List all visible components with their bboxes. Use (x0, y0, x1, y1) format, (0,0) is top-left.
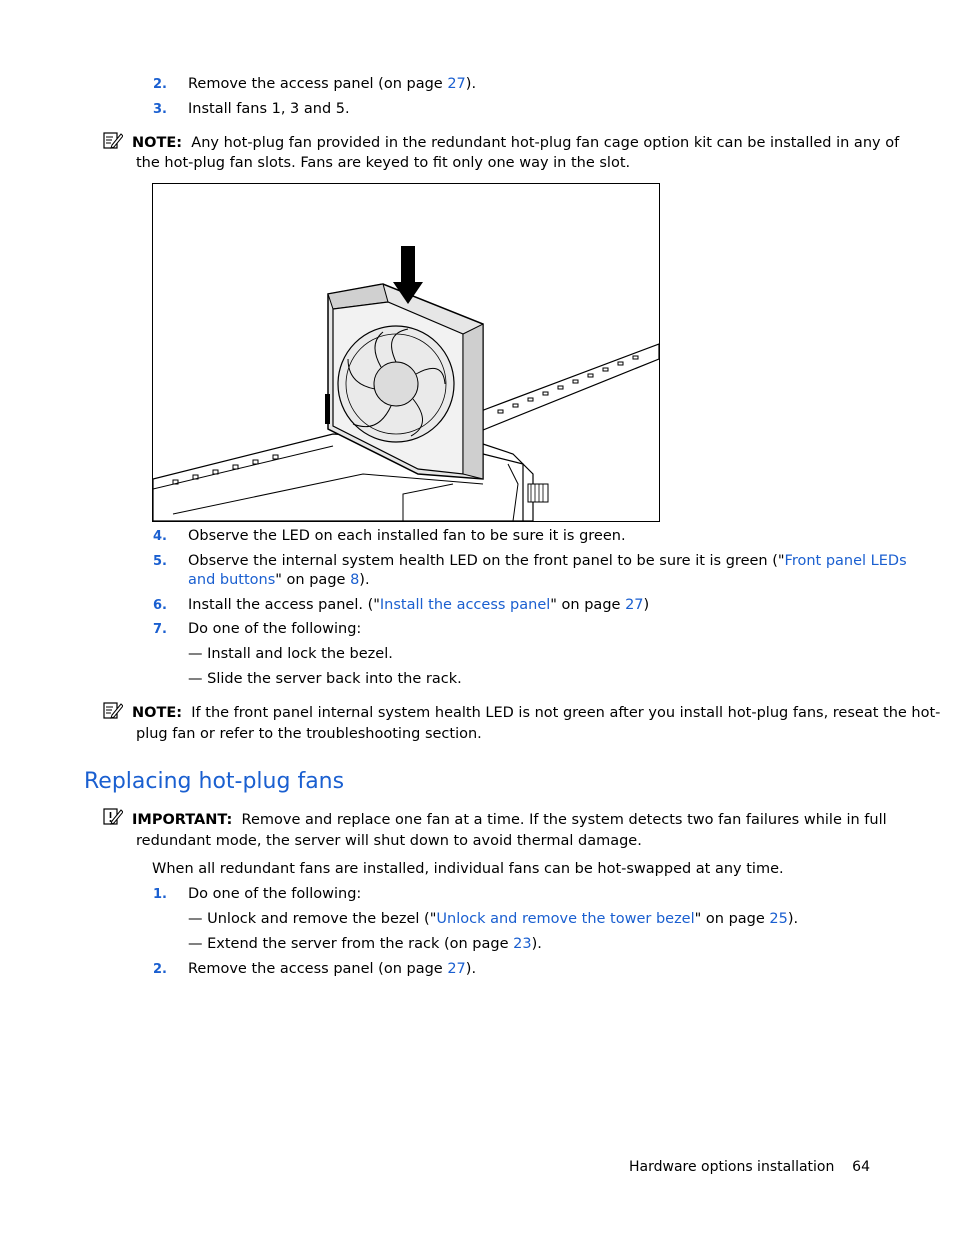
step-text: Do one of the following: (188, 886, 362, 902)
step-text-pre: Remove the access panel (on page (188, 961, 448, 977)
step-number: 2. (153, 962, 167, 977)
note-line-1 (132, 704, 940, 723)
footer-page-number: 64 (852, 1159, 870, 1175)
step-number: 5. (153, 554, 167, 569)
step-text (188, 960, 476, 979)
step-text (188, 596, 649, 615)
step-text-post: ). (465, 961, 477, 977)
step-number: 3. (153, 102, 167, 117)
page-link[interactable]: 27 (447, 961, 466, 977)
step-text (188, 75, 476, 94)
sub-step (188, 935, 542, 954)
step-text-mid: " on page (275, 572, 351, 588)
step-number: 6. (153, 598, 167, 613)
section-heading: Replacing hot-plug fans (84, 769, 345, 794)
step-text-post: ). (359, 572, 370, 588)
sub-step (188, 910, 798, 929)
step-text: Observe the LED on each installed fan to be sure it is green. (188, 528, 626, 544)
note-icon (103, 131, 123, 150)
note-line-2: the hot-plug fan slots. Fans are keyed to fit only one way in the slot. (136, 155, 631, 171)
intro-paragraph: When all redundant fans are installed, individual fans can be hot-swapped at any time. (152, 861, 784, 877)
sub-step-post: ). (531, 936, 542, 952)
important-icon (103, 807, 123, 826)
step-text-continued (188, 571, 370, 590)
sub-step-pre: — Extend the server from the rack (on page (188, 936, 514, 952)
page-link[interactable]: 27 (625, 597, 644, 613)
step-text-pre: Remove the access panel (on page (188, 76, 448, 92)
step-number: 1. (153, 887, 167, 902)
step-number: 7. (153, 622, 167, 637)
step-text-pre: Install the access panel. (" (188, 597, 380, 613)
important-text: Remove and replace one fan at a time. If the system detects two fan failures while in full (241, 812, 887, 828)
page-link[interactable]: 8 (350, 572, 360, 588)
note-label: NOTE: (132, 705, 183, 721)
sub-step-post: ). (787, 911, 799, 927)
cross-ref-link[interactable]: Unlock and remove the tower bezel (436, 911, 695, 927)
footer-section-title: Hardware options installation (629, 1159, 835, 1175)
sub-step-mid: " on page (694, 911, 770, 927)
step-number: 4. (153, 529, 167, 544)
cross-ref-link[interactable]: Front panel LEDs (784, 553, 907, 569)
cross-ref-link[interactable]: and buttons (188, 572, 276, 588)
sub-step: — Install and lock the bezel. (188, 646, 393, 662)
step-text-post: ) (643, 597, 650, 613)
important-line-2: redundant mode, the server will shut down to avoid thermal damage. (136, 833, 642, 849)
important-label: IMPORTANT: (132, 812, 233, 828)
note-icon (103, 701, 123, 720)
note-line-1 (132, 134, 899, 153)
note-line-2: plug fan or refer to the troubleshooting section. (136, 726, 482, 742)
sub-step-pre: — Unlock and remove the bezel (" (188, 911, 437, 927)
step-text-pre: Observe the internal system health LED on the front panel to be sure it is green (" (188, 553, 785, 569)
cross-ref-link[interactable]: Install the access panel (379, 597, 551, 613)
page-footer (0, 1158, 870, 1177)
step-text: Do one of the following: (188, 621, 362, 637)
step-text-mid: " on page (550, 597, 626, 613)
fan-install-figure (152, 183, 660, 522)
sub-step: — Slide the server back into the rack. (188, 671, 462, 687)
page-link[interactable]: 25 (769, 911, 788, 927)
page-link[interactable]: 27 (447, 76, 466, 92)
step-number: 2. (153, 77, 167, 92)
important-line-1 (132, 811, 887, 830)
note-text: Any hot-plug fan provided in the redundant hot-plug fan cage option kit can be installed in any of (191, 135, 900, 151)
step-text-post: ). (465, 76, 477, 92)
step-text (188, 552, 907, 571)
fan-illustration (153, 184, 659, 521)
step-text: Install fans 1, 3 and 5. (188, 101, 350, 117)
note-text: If the front panel internal system health LED is not green after you install hot-plug fans, reseat the hot- (191, 705, 941, 721)
page-link[interactable]: 23 (513, 936, 532, 952)
note-label: NOTE: (132, 135, 183, 151)
